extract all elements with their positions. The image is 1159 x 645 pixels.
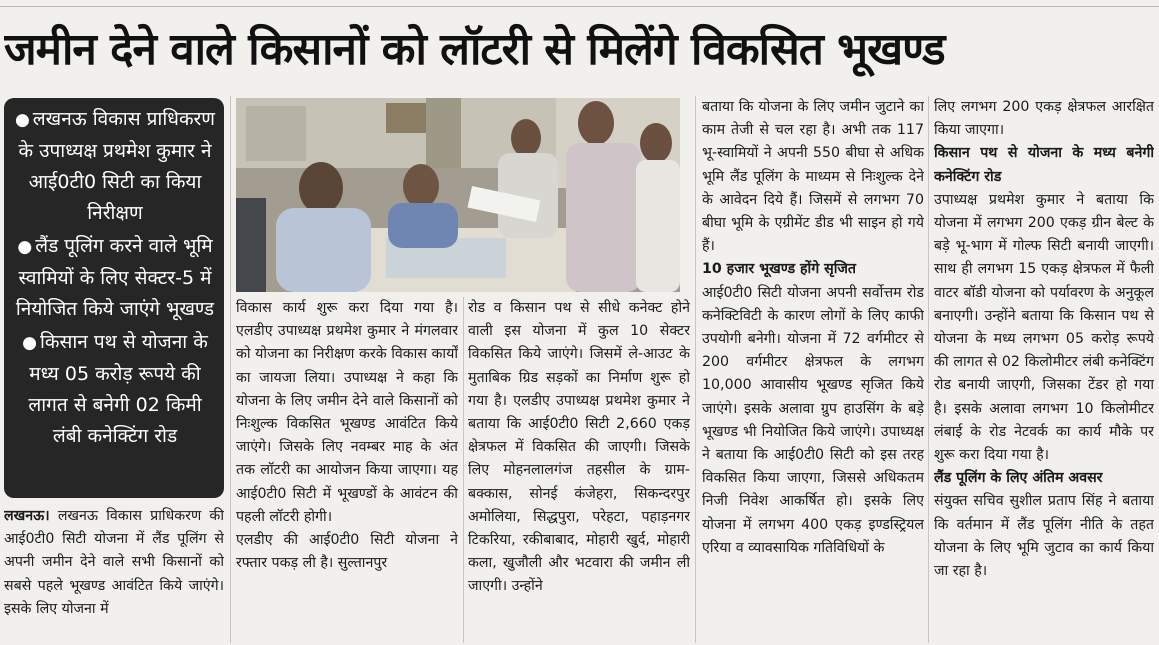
body-text: बताया कि योजना के लिए जमीन जुटाने का काम तेजी से चल रहा है। अभी तक 117 भू-स्वामियों ने अपनी 550 बीघा से अधिक भूमि लैंड पूलिंग के माध्यम से निःशुल्क देने के आवेदन दिये हैं। जिसमें से लगभग 70 बीघा भूमि के एग्रीमेंट डीड भी साइन हो गये हैं। [702, 99, 924, 255]
page-top-rule [0, 0, 1159, 7]
bullet-icon: ● [17, 237, 33, 257]
column-2 [236, 297, 458, 643]
body-text: संयुक्त सचिव सुशील प्रताप सिंह ने बताया कि वर्तमान में लैंड पूलिंग नीति के तहत योजना के लिए भूमि जुटाव का कार्य किया जा रहा है। [934, 493, 1154, 580]
headline: जमीन देने वाले किसानों को लॉटरी से मिलेंगे विकसित भूखण्ड [4, 24, 945, 75]
column-5 [934, 96, 1154, 643]
highlight-text: लैंड पूलिंग करने वाले भूमि स्वामियों के लिए सेक्टर-5 में नियोजित किये जाएंगे भूखण्ड [15, 235, 215, 320]
bullet-icon: ● [22, 333, 37, 353]
highlights-box [4, 98, 224, 498]
body-text: रोड व किसान पथ से सीधे कनेक्ट होने वाली इस योजना में कुल 10 सेक्टर विकसित किये जाएंगे। जिसमें ले-आउट के मुताबिक ग्रिड सड़कों का निर्माण शुरू हो गया है। एलडीए उपाध्यक्ष प्रथमेश कुमार ने बताया कि आई0टी0 सिटी 2,660 एकड़ क्षेत्रफल में विकसित की जाएगी। जिसके लिए मोहनलालगंज तहसील के ग्राम-बक्कास, सोनई कंजेहरा, सिकन्दरपुर अमोलिया, सिद्धपुरा, परेहटा, पहाड़नगर टिकरिया, रकीबाबाद, मोहारी खुर्द, मोहारी कला, खुजौली और भटवारा की जमीन ली जाएगी। उन्होंने [468, 300, 690, 595]
photo-illustration [236, 98, 680, 292]
column-1 [4, 505, 224, 643]
subheading: 10 हजार भूखण्ड होंगे सृजित [702, 261, 857, 278]
column-divider [230, 96, 231, 643]
highlight-item [14, 327, 216, 452]
column-4 [702, 96, 924, 643]
body-text: लिए लगभग 200 एकड़ क्षेत्रफल आरक्षित किया जाएगा। [934, 99, 1154, 139]
body-text: एलडीए की आई0टी0 सिटी योजना ने रफ्तार पकड़ ली है। सुल्तानपुर [236, 532, 458, 572]
body-text: विकास कार्य शुरू करा दिया गया है। एलडीए उपाध्यक्ष प्रथमेश कुमार ने मंगलवार को योजना का निरीक्षण करके विकास कार्यों का जायजा लिया। उपाध्यक्ष ने कहा कि योजना के लिए जमीन देने वाले किसानों को निःशुल्क विकसित भूखण्ड आवंटित किये जाएंगे। जिसके लिए नवम्बर माह के अंत तक लॉटरी का आयोजन किया जाएगा। यह आई0टी0 सिटी में भूखण्डों के आवंटन की पहली लॉटरी होगी। [236, 300, 458, 525]
inspection-photo [236, 98, 680, 292]
column-divider [695, 96, 696, 643]
highlight-item [14, 104, 216, 229]
dateline: लखनऊ। [4, 508, 50, 524]
column-3 [468, 297, 690, 643]
body-text: उपाध्यक्ष प्रथमेश कुमार ने बताया कि योजना में लगभग 200 एकड़ ग्रीन बेल्ट के बड़े भू-भाग में गोल्फ सिटी बनायी जाएगी। साथ ही लगभग 15 एकड़ क्षेत्रफल में फैली वाटर बॉडी योजना को पर्यावरण के अनुकूल बनाएगी। उन्होंने बताया कि किसान पथ से योजना के मध्य लगभग 05 करोड़ रूपये की लागत से 02 किलोमीटर लंबी कनेक्टिंग रोड बनायी जाएगी, जिसका टेंडर हो गया है। इसके अलावा लगभग 10 किलोमीटर लंबाई के रोड नेटवर्क का कार्य मौके पर शुरू करा दिया गया है। [934, 191, 1154, 464]
subheading: लैंड पूलिंग के लिए अंतिम अवसर [934, 470, 1103, 487]
paragraph [4, 505, 224, 621]
highlight-item [14, 231, 216, 325]
bullet-icon: ● [14, 110, 30, 130]
body-text: आई0टी0 सिटी योजना अपनी सर्वोत्तम रोड कनेक्टिविटी के कारण लोगों के लिए काफी उपयोगी बनेगी। योजना में 72 वर्गमीटर से 200 वर्गमीटर क्षेत्रफल के लगभग 10,000 आवासीय भूखण्ड सृजित किये जाएंगे। इसके अलावा ग्रुप हाउसिंग के बड़े भूखण्ड भी नियोजित किये जाएंगे। उपाध्यक्ष ने बताया कि आई0टी0 सिटी को इस तरह विकसित किया जाएगा, जिससे अधिकतम निजी निवेश आकर्षित हो। इसके लिए योजना में लगभग 400 एकड़ इण्डस्ट्रियल एरिया व व्यावसायिक गतिविधियों के [702, 284, 924, 556]
column-divider [463, 297, 464, 643]
subheading: किसान पथ से योजना के मध्य बनेगी कनेक्टिंग रोड [934, 145, 1154, 185]
body-text: लखनऊ विकास प्राधिकरण की आई0टी0 सिटी योजना में लैंड पूलिंग से अपनी जमीन देने वाले सभी किसानों को सबसे पहले भूखण्ड आवंटित किये जाएंगे। इसके लिए योजना में [4, 508, 224, 617]
highlight-text: लखनऊ विकास प्राधिकरण के उपाध्यक्ष प्रथमेश कुमार ने आई0टी0 सिटी का किया निरीक्षण [18, 108, 216, 224]
column-divider [928, 96, 929, 643]
highlight-text: किसान पथ से योजना के मध्य 05 करोड़ रूपये की लागत से बनेगी 02 किमी लंबी कनेक्टिंग रोड [28, 331, 208, 447]
